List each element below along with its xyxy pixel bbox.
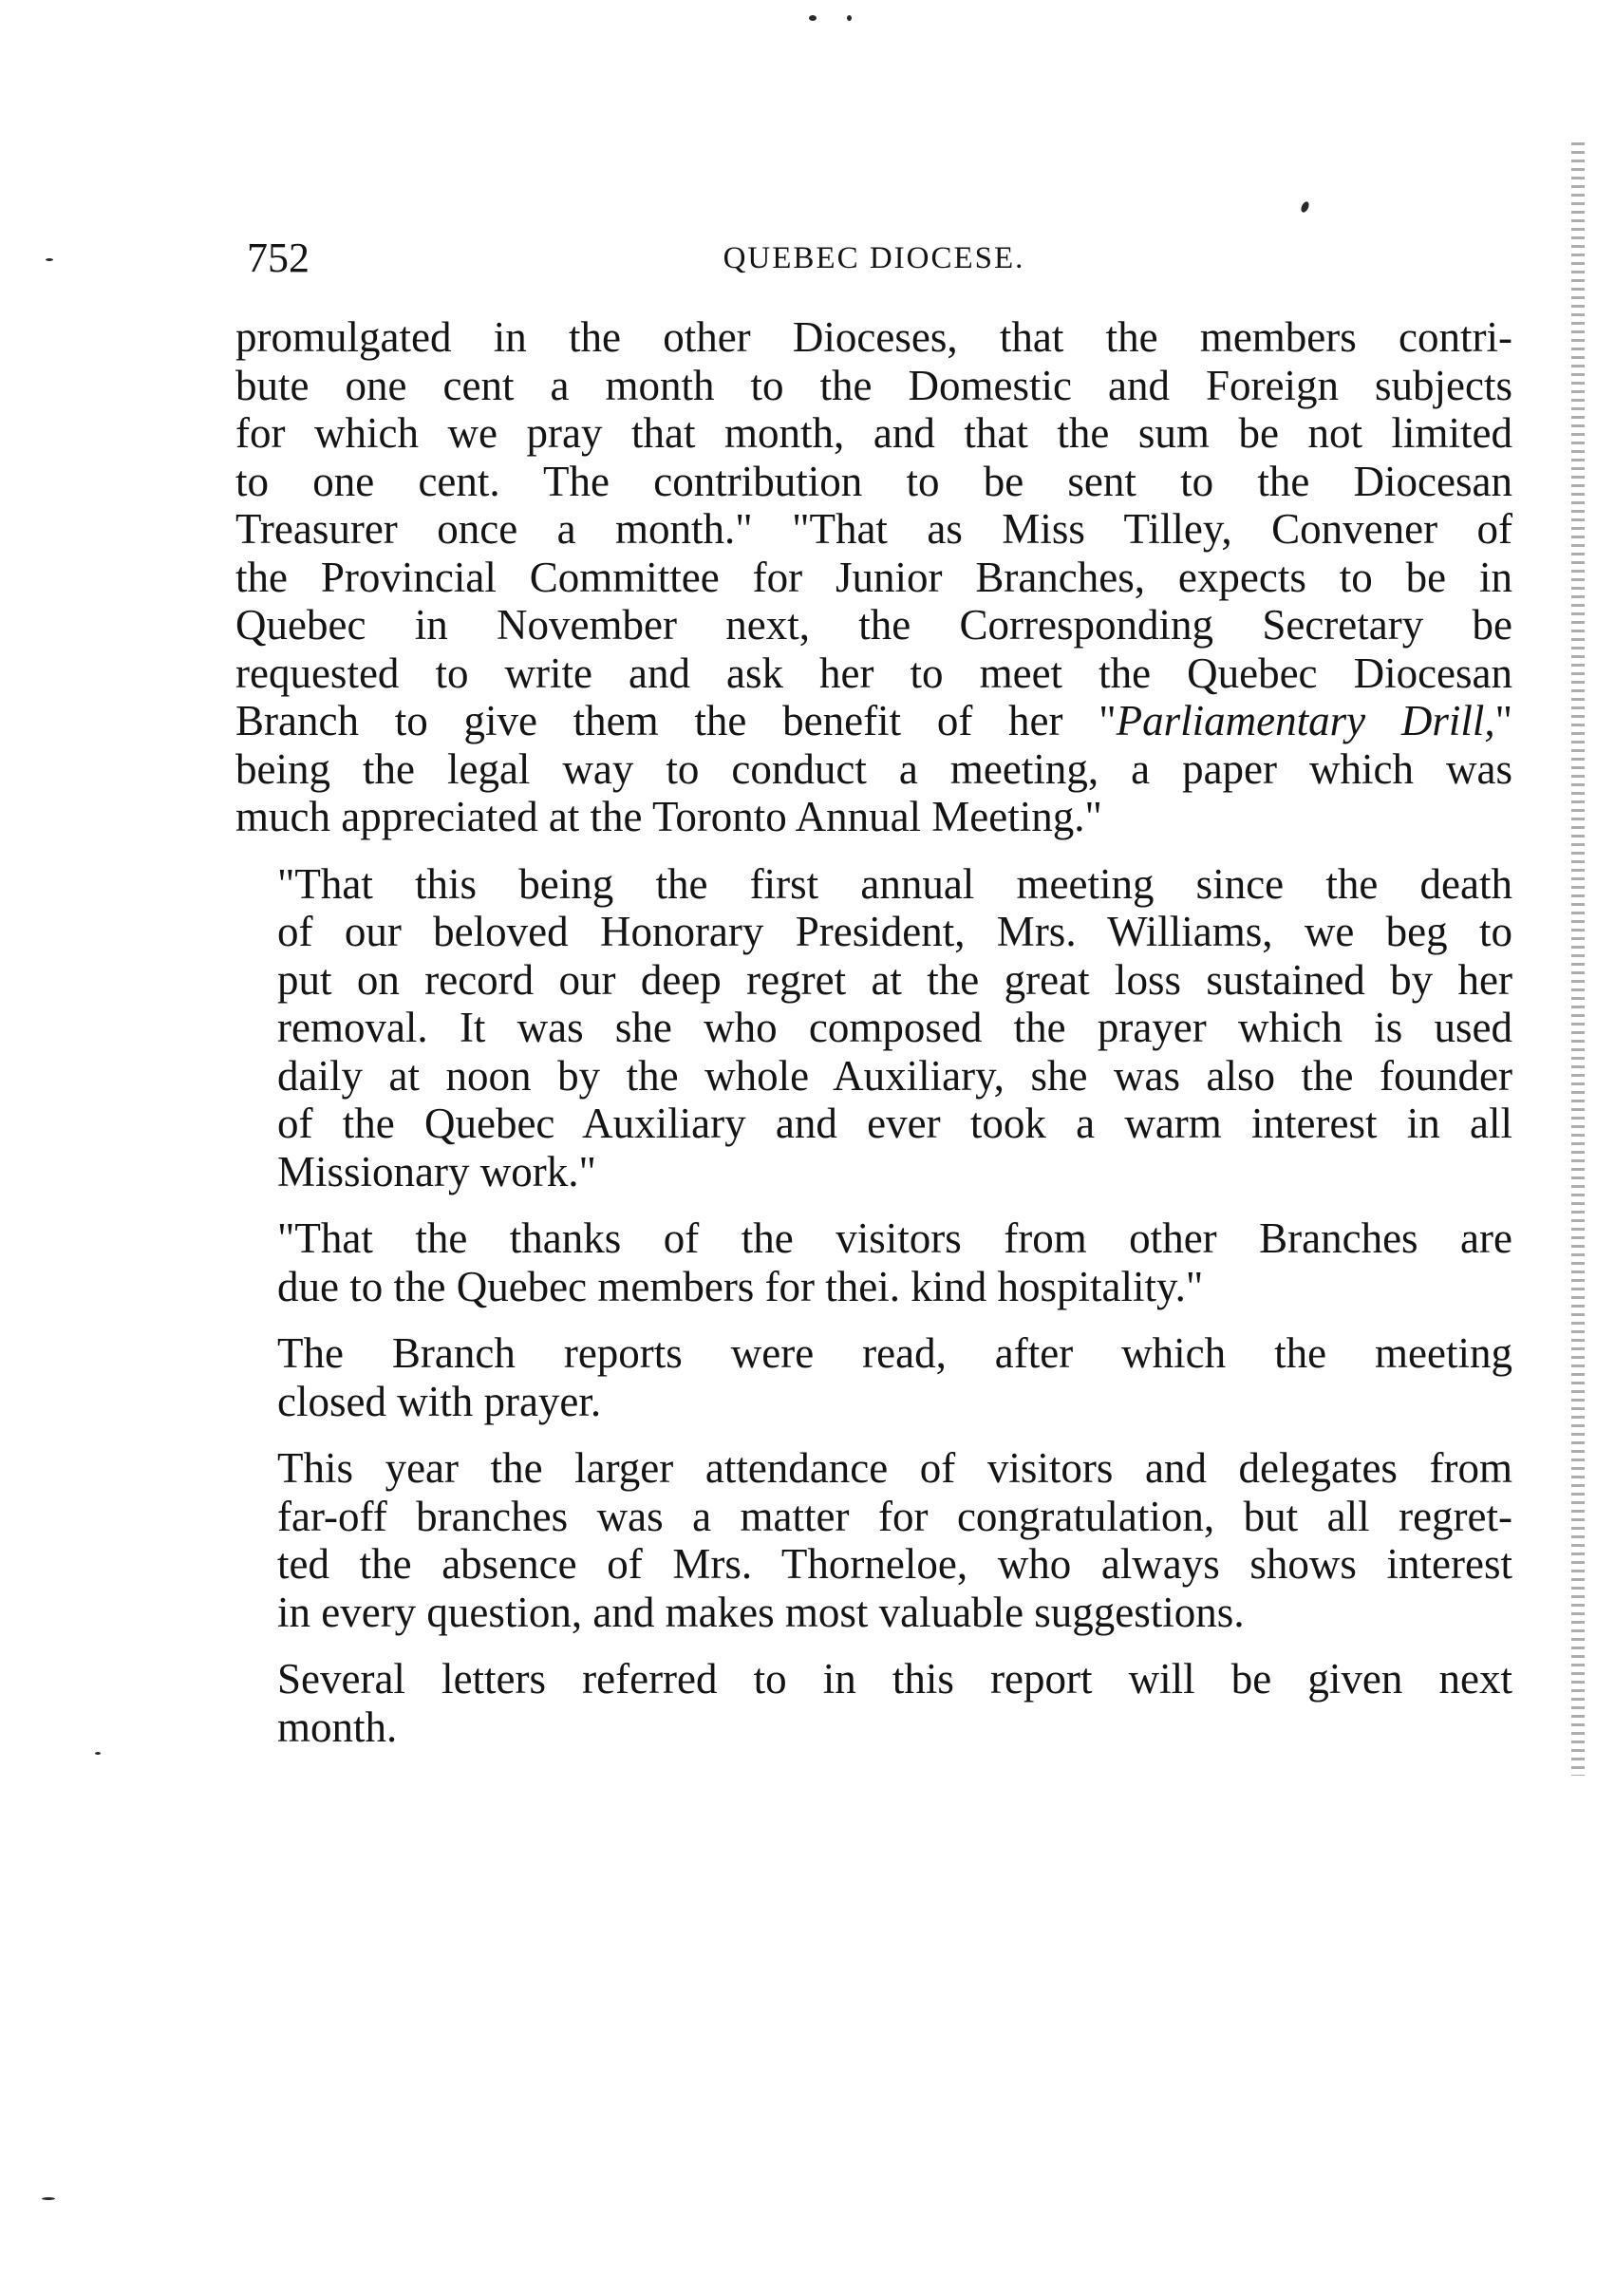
running-head (235, 230, 1512, 287)
text-line: bute one cent a month to the Domestic and Foreign subjects (235, 361, 1512, 409)
scan-edge-artifact (1571, 142, 1585, 1776)
paragraph-3 (235, 1214, 1512, 1310)
paragraph-1 (235, 313, 1512, 841)
text-line: for which we pray that month, and that the sum be not limited (235, 409, 1512, 457)
text-line: Quebec in November next, the Corresponding Secretary be (235, 601, 1512, 649)
stray-mark (809, 15, 817, 21)
text-line: closed with prayer. (277, 1377, 602, 1425)
page-number: 752 (247, 235, 310, 281)
text-line: Missionary work." (277, 1147, 596, 1195)
text-line: put on record our deep regret at the great loss sustained by her (277, 955, 1512, 1004)
text-fragment: Branch to give them the benefit of her " (235, 697, 1117, 744)
text-line-with-title (235, 697, 1512, 745)
closing-quote: " (1494, 697, 1512, 744)
paragraph-4 (235, 1329, 1512, 1425)
text-line: far-off branches was a matter for congratulation, but all regret- (277, 1492, 1512, 1540)
stray-mark (847, 15, 852, 21)
text-line: Treasurer once a month." "That as Miss Tilley, Convener of (235, 505, 1512, 553)
stray-mark (1300, 200, 1310, 214)
text-line: month. (277, 1703, 398, 1751)
stray-mark (42, 2197, 55, 2200)
text-line: due to the Quebec members for thei. kind hospitality." (277, 1262, 1204, 1310)
text-line: The Branch reports were read, after which the meeting (277, 1329, 1512, 1377)
body-text (235, 313, 1512, 1770)
italic-title: Parliamentary Drill, (1116, 697, 1495, 744)
text-line: much appreciated at the Toronto Annual Meeting." (235, 793, 1102, 840)
text-line: in every question, and makes most valuable suggestions. (277, 1588, 1245, 1636)
text-line: Several letters referred to in this report will be given next (277, 1655, 1512, 1703)
running-title: QUEBEC DIOCESE. (723, 241, 1025, 275)
text-line: requested to write and ask her to meet the Quebec Diocesan (235, 649, 1512, 697)
text-line: "That the thanks of the visitors from other Branches are (277, 1214, 1512, 1262)
text-line: the Provincial Committee for Junior Branches, expects to be in (235, 553, 1512, 601)
paragraph-2 (235, 860, 1512, 1196)
text-line: daily at noon by the whole Auxiliary, she was also the founder (277, 1051, 1512, 1100)
text-line: removal. It was she who composed the prayer which is used (277, 1004, 1512, 1051)
text-line: "That this being the first annual meeting since the death (277, 859, 1512, 908)
text-line: of the Quebec Auxiliary and ever took a warm interest in all (277, 1100, 1512, 1147)
text-line: being the legal way to conduct a meeting, a paper which was (235, 744, 1512, 793)
stray-mark (95, 1752, 101, 1755)
text-line: of our beloved Honorary President, Mrs. Williams, we beg to (277, 908, 1512, 955)
paragraph-5 (235, 1444, 1512, 1636)
text-line: promulgated in the other Dioceses, that the members contri- (235, 313, 1512, 361)
text-line: to one cent. The contribution to be sent to the Diocesan (235, 457, 1512, 505)
text-line: This year the larger attendance of visitors and delegates from (277, 1444, 1512, 1492)
stray-mark (46, 258, 53, 261)
text-line: ted the absence of Mrs. Thorneloe, who always shows interest (277, 1540, 1512, 1588)
paragraph-6 (235, 1655, 1512, 1751)
